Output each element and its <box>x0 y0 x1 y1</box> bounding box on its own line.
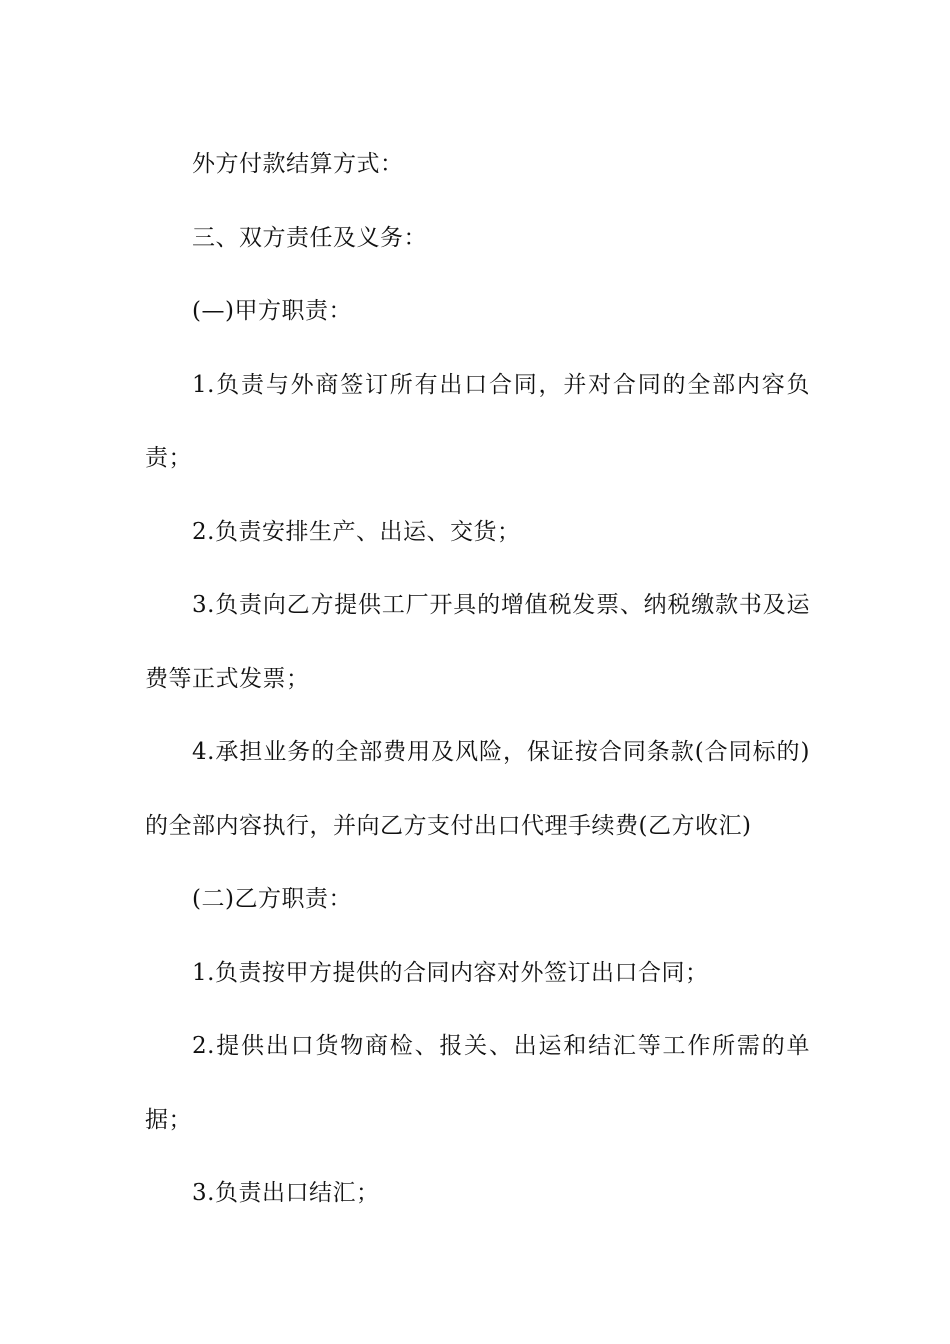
paragraph-party-b-duties-heading: (二)乙方职责： <box>192 886 352 912</box>
paragraph-party-b-duty-1: 1.负责按甲方提供的合同内容对外签订出口合同； <box>192 959 709 986</box>
paragraph-party-a-duty-2: 2.负责安排生产、出运、交货； <box>192 518 521 545</box>
paragraph-party-a-duty-1: 1.负责与外商签订所有出口合同，并对合同的全部内容负责； <box>145 371 810 471</box>
document-body <box>145 128 810 1231</box>
paragraph-party-a-duties-heading: (—)甲方职责： <box>192 298 352 324</box>
paragraph-party-a-duty-3: 3.负责向乙方提供工厂开具的增值税发票、纳税缴款书及运费等正式发票； <box>145 592 810 692</box>
paragraph-party-b-duty-3: 3.负责出口结汇； <box>192 1180 380 1206</box>
paragraph-section-three-heading: 三、双方责任及义务： <box>192 224 427 251</box>
paragraph-payment-settlement: 外方付款结算方式： <box>192 151 404 177</box>
paragraph-party-b-duty-2: 2.提供出口货物商检、报关、出运和结汇等工作所需的单据； <box>145 1033 810 1133</box>
paragraph-party-a-duty-4: 4.承担业务的全部费用及风险，保证按合同条款(合同标的)的全部内容执行，并向乙方支付出口代理手续费(乙方收汇) <box>145 739 810 839</box>
